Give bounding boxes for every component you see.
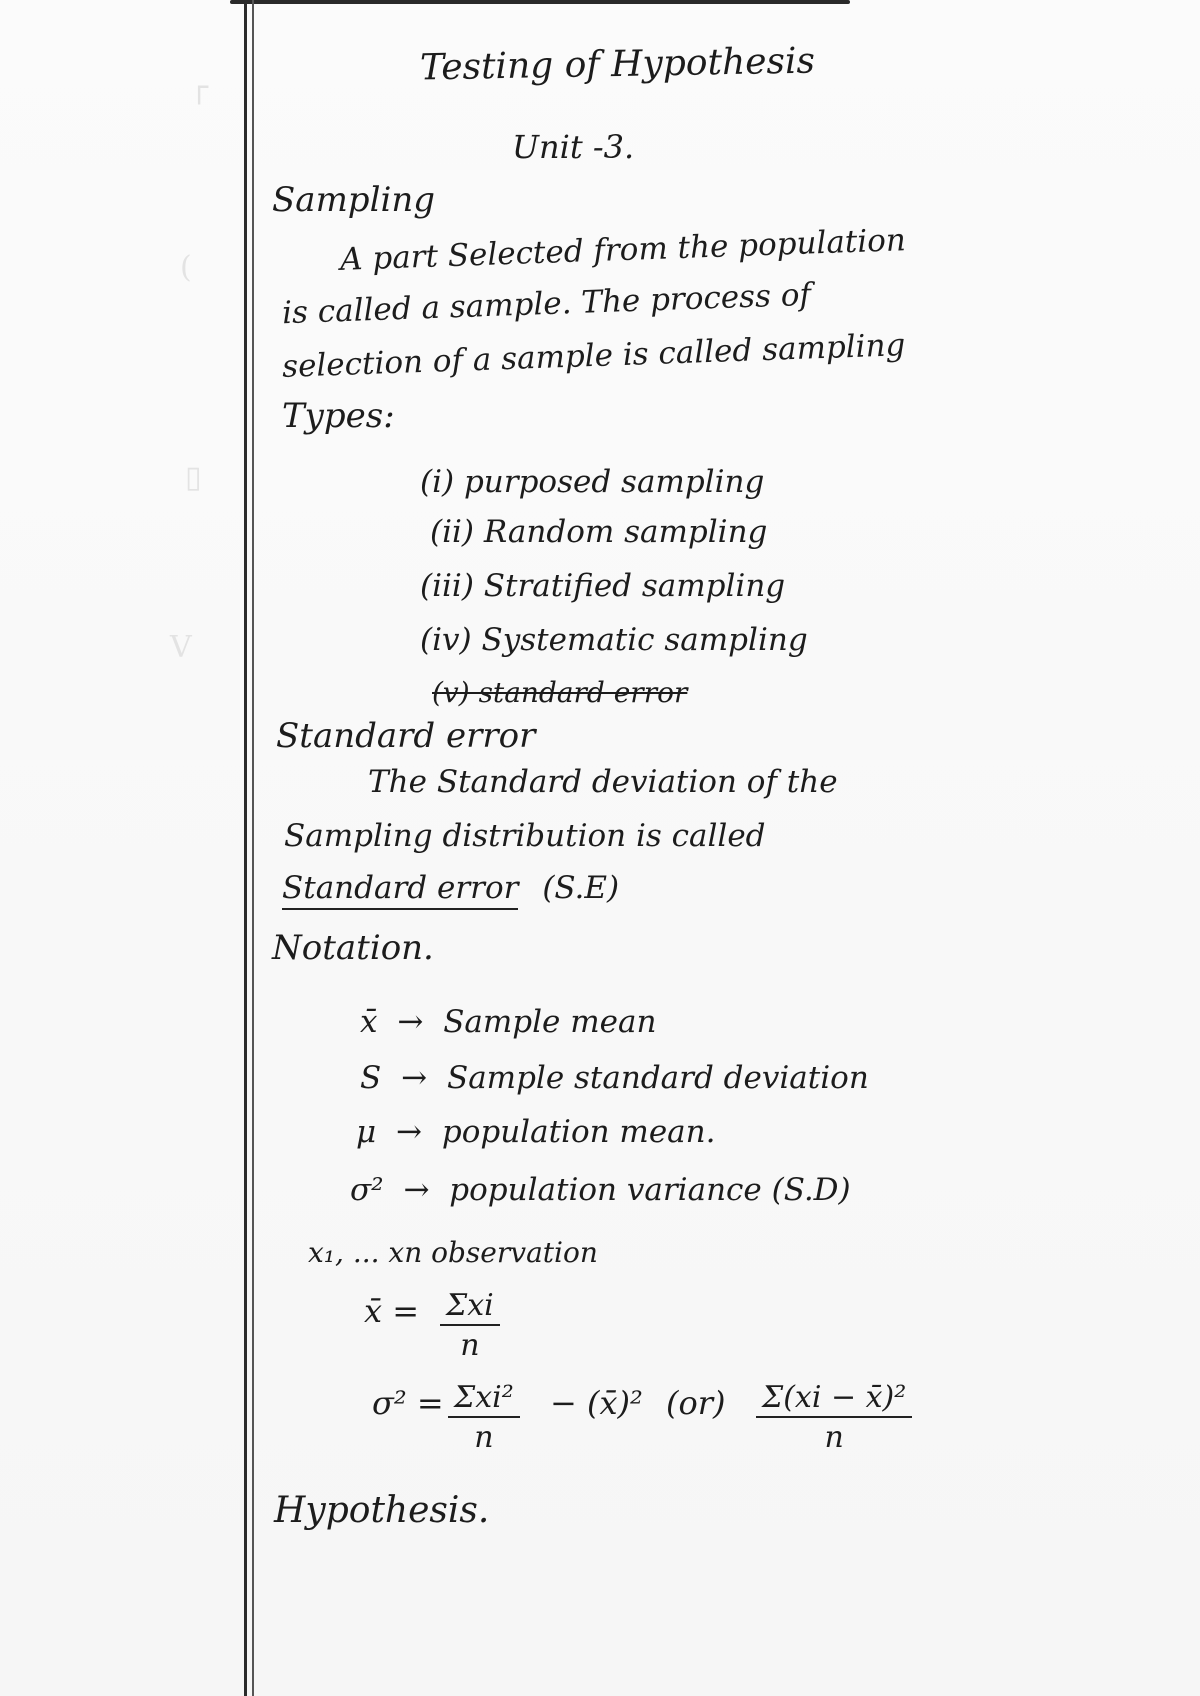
page-title: Testing of Hypothesis bbox=[419, 40, 816, 89]
variance-formula-alt-fraction bbox=[756, 1380, 912, 1457]
margin-line bbox=[244, 0, 247, 1696]
types-heading: Types: bbox=[282, 396, 395, 436]
mean-formula-fraction bbox=[440, 1288, 500, 1365]
margin-line-inner bbox=[252, 0, 254, 1696]
arrow-icon: → bbox=[401, 1060, 428, 1096]
notation-row bbox=[360, 1060, 869, 1096]
notation-symbol: S bbox=[360, 1060, 382, 1096]
arrow-icon: → bbox=[397, 1004, 424, 1040]
observation-line: x₁, ... xn observation bbox=[308, 1236, 598, 1269]
standard-error-term-line bbox=[282, 870, 619, 906]
bleed-through-mark: ┌ bbox=[190, 70, 209, 105]
notation-row bbox=[356, 1114, 715, 1150]
bleed-through-mark: ( bbox=[180, 250, 192, 285]
bleed-through-mark: V bbox=[170, 630, 192, 665]
arrow-icon: → bbox=[396, 1114, 422, 1150]
page-top-edge bbox=[230, 0, 850, 4]
standard-error-definition-line: The Standard deviation of the bbox=[368, 764, 838, 800]
fraction-numerator: Σ(xi − x̄)² bbox=[756, 1380, 912, 1418]
notation-meaning: population variance (S.D) bbox=[449, 1172, 851, 1208]
notation-symbol: μ bbox=[356, 1114, 377, 1150]
sampling-definition-line: selection of a sample is called sampling bbox=[281, 327, 906, 385]
arrow-icon: → bbox=[403, 1172, 430, 1208]
standard-error-abbrev: (S.E) bbox=[542, 870, 620, 906]
notation-symbol: x̄ bbox=[360, 1004, 378, 1040]
struck-type-item: (v) standard error bbox=[432, 676, 688, 709]
notation-meaning: population mean. bbox=[441, 1114, 716, 1150]
notation-symbol: σ² bbox=[350, 1172, 384, 1208]
variance-formula-or: (or) bbox=[666, 1384, 726, 1422]
notation-meaning: Sample mean bbox=[443, 1004, 657, 1040]
fraction-numerator: Σxi bbox=[440, 1288, 500, 1326]
type-item: (iv) Systematic sampling bbox=[420, 622, 808, 658]
standard-error-term: Standard error bbox=[282, 870, 518, 910]
unit-label: Unit -3. bbox=[512, 128, 635, 166]
fraction-denominator: n bbox=[460, 1328, 480, 1363]
notation-row bbox=[360, 1004, 656, 1040]
standard-error-heading: Standard error bbox=[276, 716, 536, 756]
type-item: (i) purposed sampling bbox=[420, 464, 765, 500]
type-item: (ii) Random sampling bbox=[430, 514, 768, 550]
hypothesis-heading: Hypothesis. bbox=[274, 1490, 490, 1531]
fraction-numerator: Σxi² bbox=[448, 1380, 520, 1418]
type-item: (iii) Stratified sampling bbox=[420, 568, 786, 604]
notation-meaning: Sample standard deviation bbox=[446, 1060, 869, 1096]
notation-heading: Notation. bbox=[272, 928, 434, 968]
sampling-definition-line: is called a sample. The process of bbox=[281, 276, 812, 332]
variance-formula-mean-term: − (x̄)² bbox=[550, 1384, 643, 1422]
bleed-through-mark: ▯ bbox=[185, 460, 202, 495]
sampling-heading: Sampling bbox=[272, 180, 435, 220]
standard-error-definition-line: Sampling distribution is called bbox=[284, 818, 766, 854]
notation-row bbox=[350, 1172, 851, 1208]
fraction-denominator: n bbox=[824, 1420, 844, 1455]
mean-formula-lhs: x̄ = bbox=[364, 1292, 420, 1330]
fraction-denominator: n bbox=[474, 1420, 494, 1455]
variance-formula-fraction bbox=[448, 1380, 520, 1457]
variance-formula-lhs: σ² = bbox=[372, 1384, 444, 1422]
sampling-definition-line: A part Selected from the population bbox=[339, 222, 907, 278]
